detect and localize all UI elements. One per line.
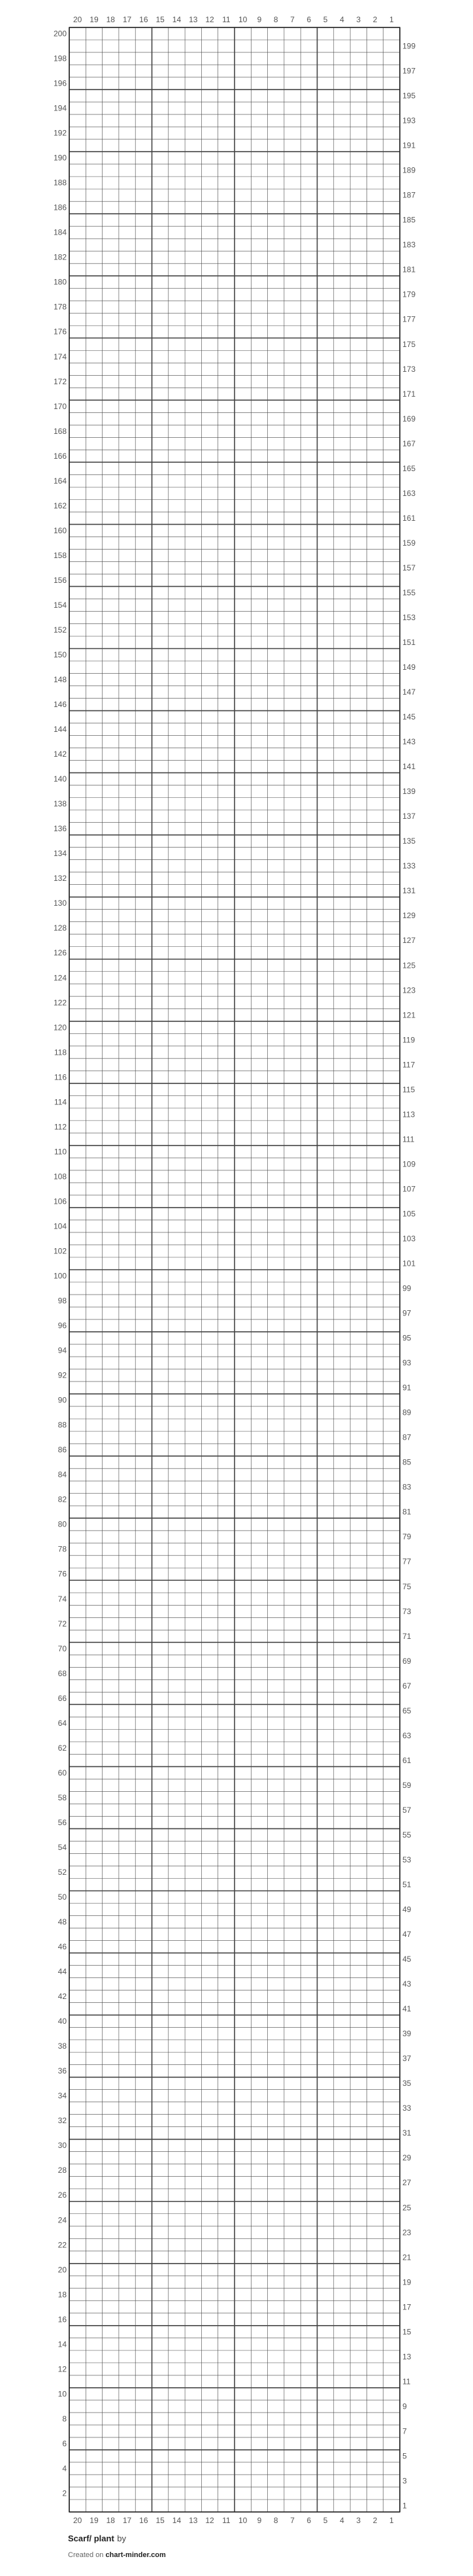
row-label-right: 29 (402, 2153, 412, 2163)
row-label-left: 90 (57, 1395, 67, 1405)
row-label-right: 61 (402, 1755, 412, 1765)
row-label-left: 78 (57, 1544, 67, 1554)
row-label-right: 11 (402, 2377, 411, 2386)
row-label-left: 122 (53, 998, 67, 1008)
row-label-left: 20 (57, 2265, 67, 2275)
column-label-bottom: 20 (73, 2516, 82, 2525)
row-label-right: 119 (402, 1035, 416, 1045)
row-label-left: 100 (53, 1271, 67, 1281)
row-label-left: 116 (54, 1072, 67, 1082)
column-label-top: 12 (205, 15, 214, 24)
row-label-right: 41 (402, 2004, 412, 2014)
row-label-left: 134 (53, 849, 67, 859)
row-label-left: 22 (57, 2240, 67, 2250)
row-label-left: 168 (53, 426, 67, 436)
row-label-left: 128 (53, 923, 67, 933)
row-label-right: 45 (402, 1955, 412, 1964)
row-label-left: 126 (53, 948, 67, 958)
row-label-left: 144 (53, 725, 67, 735)
row-label-right: 81 (402, 1507, 412, 1517)
column-label-bottom: 14 (172, 2516, 182, 2525)
row-label-right: 179 (402, 289, 416, 299)
row-label-right: 171 (402, 389, 416, 399)
row-label-right: 31 (402, 2128, 412, 2138)
row-label-right: 135 (402, 836, 416, 846)
column-label-top: 20 (73, 15, 82, 24)
row-label-right: 25 (402, 2203, 412, 2213)
row-label-left: 186 (53, 203, 67, 212)
column-label-bottom: 12 (205, 2516, 214, 2525)
row-label-right: 101 (402, 1259, 416, 1268)
row-label-left: 158 (53, 550, 67, 560)
row-label-left: 124 (53, 973, 67, 983)
row-label-right: 21 (402, 2253, 412, 2262)
row-label-left: 170 (53, 401, 67, 411)
row-label-right: 117 (402, 1060, 416, 1070)
column-label-top: 9 (257, 15, 262, 24)
row-label-right: 131 (402, 886, 416, 896)
row-label-left: 64 (57, 1718, 67, 1728)
row-label-right: 35 (402, 2079, 412, 2089)
row-label-right: 109 (402, 1159, 416, 1169)
row-label-right: 169 (402, 414, 416, 423)
row-label-left: 190 (53, 153, 67, 163)
row-label-right: 115 (402, 1085, 416, 1095)
row-label-left: 152 (53, 625, 67, 635)
row-label-left: 72 (57, 1619, 67, 1628)
column-label-bottom: 18 (106, 2516, 115, 2525)
column-label-bottom: 2 (372, 2516, 378, 2525)
row-label-right: 73 (402, 1606, 412, 1616)
row-label-right: 157 (402, 563, 416, 572)
row-label-left: 132 (53, 874, 67, 883)
row-label-right: 145 (402, 712, 416, 722)
row-label-right: 89 (402, 1408, 412, 1417)
row-label-left: 112 (54, 1122, 67, 1132)
row-label-right: 105 (402, 1209, 416, 1219)
row-label-right: 107 (402, 1184, 416, 1194)
row-label-right: 167 (402, 438, 416, 448)
row-label-left: 56 (57, 1817, 67, 1827)
row-label-left: 138 (53, 799, 67, 809)
site-link[interactable]: chart-minder.com (105, 2551, 166, 2559)
column-label-top: 6 (306, 15, 312, 24)
row-label-left: 150 (53, 650, 67, 660)
row-label-left: 16 (57, 2315, 67, 2324)
row-label-right: 97 (402, 1308, 412, 1318)
row-label-right: 7 (402, 2426, 407, 2436)
row-label-left: 40 (57, 2017, 67, 2026)
row-label-left: 164 (53, 476, 67, 486)
row-label-right: 67 (402, 1681, 412, 1691)
row-label-left: 84 (57, 1470, 67, 1479)
row-label-left: 54 (57, 1842, 67, 1852)
row-label-right: 83 (402, 1482, 412, 1492)
row-label-right: 85 (402, 1457, 412, 1467)
row-label-left: 50 (57, 1892, 67, 1902)
column-label-top: 18 (106, 15, 115, 24)
row-label-left: 154 (53, 600, 67, 610)
row-label-right: 9 (402, 2402, 407, 2411)
row-label-right: 95 (402, 1333, 412, 1343)
column-label-top: 5 (323, 15, 328, 24)
column-label-top: 1 (389, 15, 394, 24)
row-label-left: 94 (57, 1346, 67, 1355)
row-label-left: 66 (57, 1693, 67, 1703)
row-label-left: 176 (53, 327, 67, 337)
row-label-left: 174 (53, 352, 67, 361)
row-label-right: 103 (402, 1234, 416, 1244)
row-label-left: 74 (57, 1594, 67, 1604)
row-label-left: 10 (57, 2389, 67, 2399)
row-label-left: 12 (57, 2364, 67, 2374)
row-label-left: 180 (53, 277, 67, 287)
row-label-right: 75 (402, 1581, 412, 1591)
column-label-top: 3 (356, 15, 361, 24)
row-label-right: 199 (402, 41, 416, 51)
row-label-left: 110 (54, 1147, 67, 1157)
chart-footer (68, 2533, 126, 2545)
row-label-right: 59 (402, 1780, 412, 1790)
row-label-right: 55 (402, 1830, 412, 1840)
row-label-right: 177 (402, 314, 416, 324)
row-label-left: 148 (53, 675, 67, 685)
row-label-right: 175 (402, 339, 416, 349)
row-label-left: 160 (53, 525, 67, 535)
row-label-right: 113 (402, 1110, 416, 1119)
row-label-right: 149 (402, 663, 416, 672)
row-label-left: 38 (57, 2041, 67, 2051)
chart-author-label: by (117, 2534, 126, 2543)
column-label-bottom: 17 (122, 2516, 132, 2525)
row-label-left: 136 (53, 824, 67, 834)
row-label-right: 163 (402, 488, 416, 498)
row-label-right: 151 (402, 637, 416, 647)
row-label-left: 178 (53, 302, 67, 312)
row-label-left: 196 (53, 78, 67, 88)
column-label-bottom: 13 (189, 2516, 198, 2525)
row-label-right: 63 (402, 1730, 412, 1740)
row-label-right: 195 (402, 91, 416, 101)
created-on-credit (68, 2551, 166, 2559)
column-label-bottom: 10 (238, 2516, 248, 2525)
row-label-right: 141 (402, 762, 416, 772)
row-label-right: 191 (402, 140, 416, 150)
row-label-left: 118 (54, 1048, 67, 1057)
row-label-left: 92 (57, 1370, 67, 1380)
column-label-bottom: 8 (273, 2516, 278, 2525)
row-label-left: 114 (54, 1097, 67, 1107)
row-label-left: 44 (57, 1967, 67, 1977)
row-label-right: 189 (402, 165, 416, 175)
row-label-right: 159 (402, 538, 416, 548)
row-label-left: 194 (53, 103, 67, 113)
chart-title: Scarf/ plant (68, 2534, 114, 2543)
column-label-top: 13 (189, 15, 198, 24)
row-label-right: 77 (402, 1557, 412, 1566)
row-label-right: 33 (402, 2104, 412, 2113)
row-label-left: 146 (53, 700, 67, 710)
row-label-right: 1 (402, 2501, 407, 2511)
column-label-top: 17 (122, 15, 132, 24)
row-label-right: 165 (402, 463, 416, 473)
column-label-bottom: 1 (389, 2516, 394, 2525)
row-label-left: 162 (53, 501, 67, 510)
row-label-left: 156 (53, 575, 67, 585)
row-label-right: 187 (402, 190, 416, 200)
row-label-left: 166 (53, 451, 67, 461)
row-label-left: 34 (57, 2091, 67, 2101)
row-label-right: 3 (402, 2476, 407, 2486)
row-label-right: 53 (402, 1855, 412, 1864)
row-label-left: 96 (57, 1321, 67, 1330)
row-label-right: 5 (402, 2451, 407, 2461)
row-label-right: 181 (402, 265, 416, 274)
row-label-right: 125 (402, 961, 416, 970)
row-label-left: 184 (53, 227, 67, 237)
row-label-left: 32 (57, 2116, 67, 2126)
row-label-right: 137 (402, 812, 416, 821)
column-label-bottom: 11 (222, 2516, 231, 2525)
row-label-right: 79 (402, 1532, 412, 1542)
row-label-left: 30 (57, 2141, 67, 2151)
row-label-right: 71 (402, 1631, 412, 1641)
row-label-left: 8 (62, 2414, 67, 2424)
row-label-right: 127 (402, 936, 416, 946)
row-label-left: 104 (53, 1221, 67, 1231)
row-label-left: 26 (57, 2190, 67, 2200)
row-label-right: 121 (402, 1010, 416, 1020)
row-label-left: 102 (53, 1246, 67, 1256)
column-label-top: 15 (155, 15, 165, 24)
row-label-left: 98 (57, 1296, 67, 1306)
row-label-left: 120 (53, 1023, 67, 1032)
row-label-right: 133 (402, 861, 416, 871)
column-label-bottom: 15 (155, 2516, 165, 2525)
row-label-left: 46 (57, 1942, 67, 1952)
row-label-left: 108 (53, 1172, 67, 1181)
row-label-right: 143 (402, 737, 416, 747)
column-label-bottom: 3 (356, 2516, 361, 2525)
row-label-right: 87 (402, 1432, 412, 1442)
row-label-right: 123 (402, 985, 416, 995)
column-label-bottom: 7 (290, 2516, 295, 2525)
column-label-top: 11 (222, 15, 231, 24)
column-label-top: 14 (172, 15, 182, 24)
row-label-right: 197 (402, 66, 416, 76)
row-label-right: 93 (402, 1358, 412, 1368)
row-label-right: 155 (402, 587, 416, 597)
row-label-left: 42 (57, 1992, 67, 2002)
row-label-left: 52 (57, 1867, 67, 1877)
row-label-left: 6 (62, 2439, 67, 2449)
row-label-right: 185 (402, 215, 416, 225)
row-label-right: 129 (402, 911, 416, 921)
row-label-right: 161 (402, 513, 416, 523)
row-label-right: 43 (402, 1979, 412, 1989)
row-label-left: 28 (57, 2166, 67, 2175)
row-label-right: 23 (402, 2228, 412, 2237)
row-label-left: 82 (57, 1494, 67, 1504)
row-label-right: 51 (402, 1879, 412, 1889)
row-label-left: 88 (57, 1420, 67, 1430)
column-label-top: 19 (90, 15, 99, 24)
row-label-right: 19 (402, 2277, 412, 2287)
row-label-right: 47 (402, 1930, 412, 1940)
row-label-left: 24 (57, 2215, 67, 2225)
row-label-left: 192 (53, 128, 67, 138)
row-label-right: 173 (402, 364, 416, 374)
row-label-right: 37 (402, 2054, 412, 2064)
row-label-left: 70 (57, 1643, 67, 1653)
column-label-bottom: 4 (340, 2516, 344, 2525)
row-label-left: 76 (57, 1569, 67, 1579)
row-label-right: 99 (402, 1283, 412, 1293)
row-label-right: 15 (402, 2327, 412, 2337)
row-label-right: 153 (402, 612, 416, 622)
column-label-top: 8 (273, 15, 278, 24)
row-label-left: 188 (53, 178, 67, 188)
row-label-left: 130 (53, 899, 67, 908)
column-label-top: 7 (290, 15, 295, 24)
row-label-left: 4 (62, 2464, 67, 2473)
row-label-left: 36 (57, 2066, 67, 2076)
row-label-left: 62 (57, 1743, 67, 1753)
column-label-bottom: 5 (323, 2516, 328, 2525)
row-label-right: 193 (402, 116, 416, 125)
row-label-left: 140 (53, 774, 67, 784)
row-label-right: 91 (402, 1383, 412, 1393)
row-label-left: 200 (53, 29, 67, 39)
row-label-left: 14 (57, 2339, 67, 2349)
row-label-left: 142 (53, 750, 67, 759)
row-label-left: 80 (57, 1519, 67, 1529)
column-label-bottom: 16 (139, 2516, 148, 2525)
row-label-right: 17 (402, 2302, 412, 2312)
row-label-left: 2 (62, 2488, 67, 2498)
row-label-left: 182 (53, 252, 67, 262)
column-label-bottom: 6 (306, 2516, 312, 2525)
row-label-left: 172 (53, 376, 67, 386)
row-label-right: 111 (402, 1134, 415, 1144)
row-label-left: 106 (53, 1197, 67, 1206)
column-label-top: 4 (340, 15, 344, 24)
column-label-top: 2 (372, 15, 378, 24)
column-label-top: 10 (238, 15, 248, 24)
row-label-left: 58 (57, 1792, 67, 1802)
row-label-right: 39 (402, 2029, 412, 2039)
row-label-right: 65 (402, 1706, 412, 1715)
row-label-right: 139 (402, 787, 416, 797)
row-label-left: 60 (57, 1768, 67, 1777)
column-label-bottom: 9 (257, 2516, 262, 2525)
row-label-left: 18 (57, 2290, 67, 2300)
row-label-right: 147 (402, 687, 416, 697)
row-label-right: 69 (402, 1656, 412, 1666)
column-label-bottom: 19 (90, 2516, 99, 2525)
row-label-right: 27 (402, 2178, 412, 2188)
row-label-right: 183 (402, 240, 416, 250)
row-label-left: 68 (57, 1668, 67, 1678)
created-prefix: Created on (68, 2551, 104, 2559)
column-label-top: 16 (139, 15, 148, 24)
row-label-right: 13 (402, 2352, 412, 2362)
row-label-left: 198 (53, 54, 67, 63)
row-label-right: 57 (402, 1805, 412, 1815)
row-label-left: 48 (57, 1917, 67, 1927)
row-label-left: 86 (57, 1445, 67, 1455)
row-label-right: 49 (402, 1905, 412, 1915)
